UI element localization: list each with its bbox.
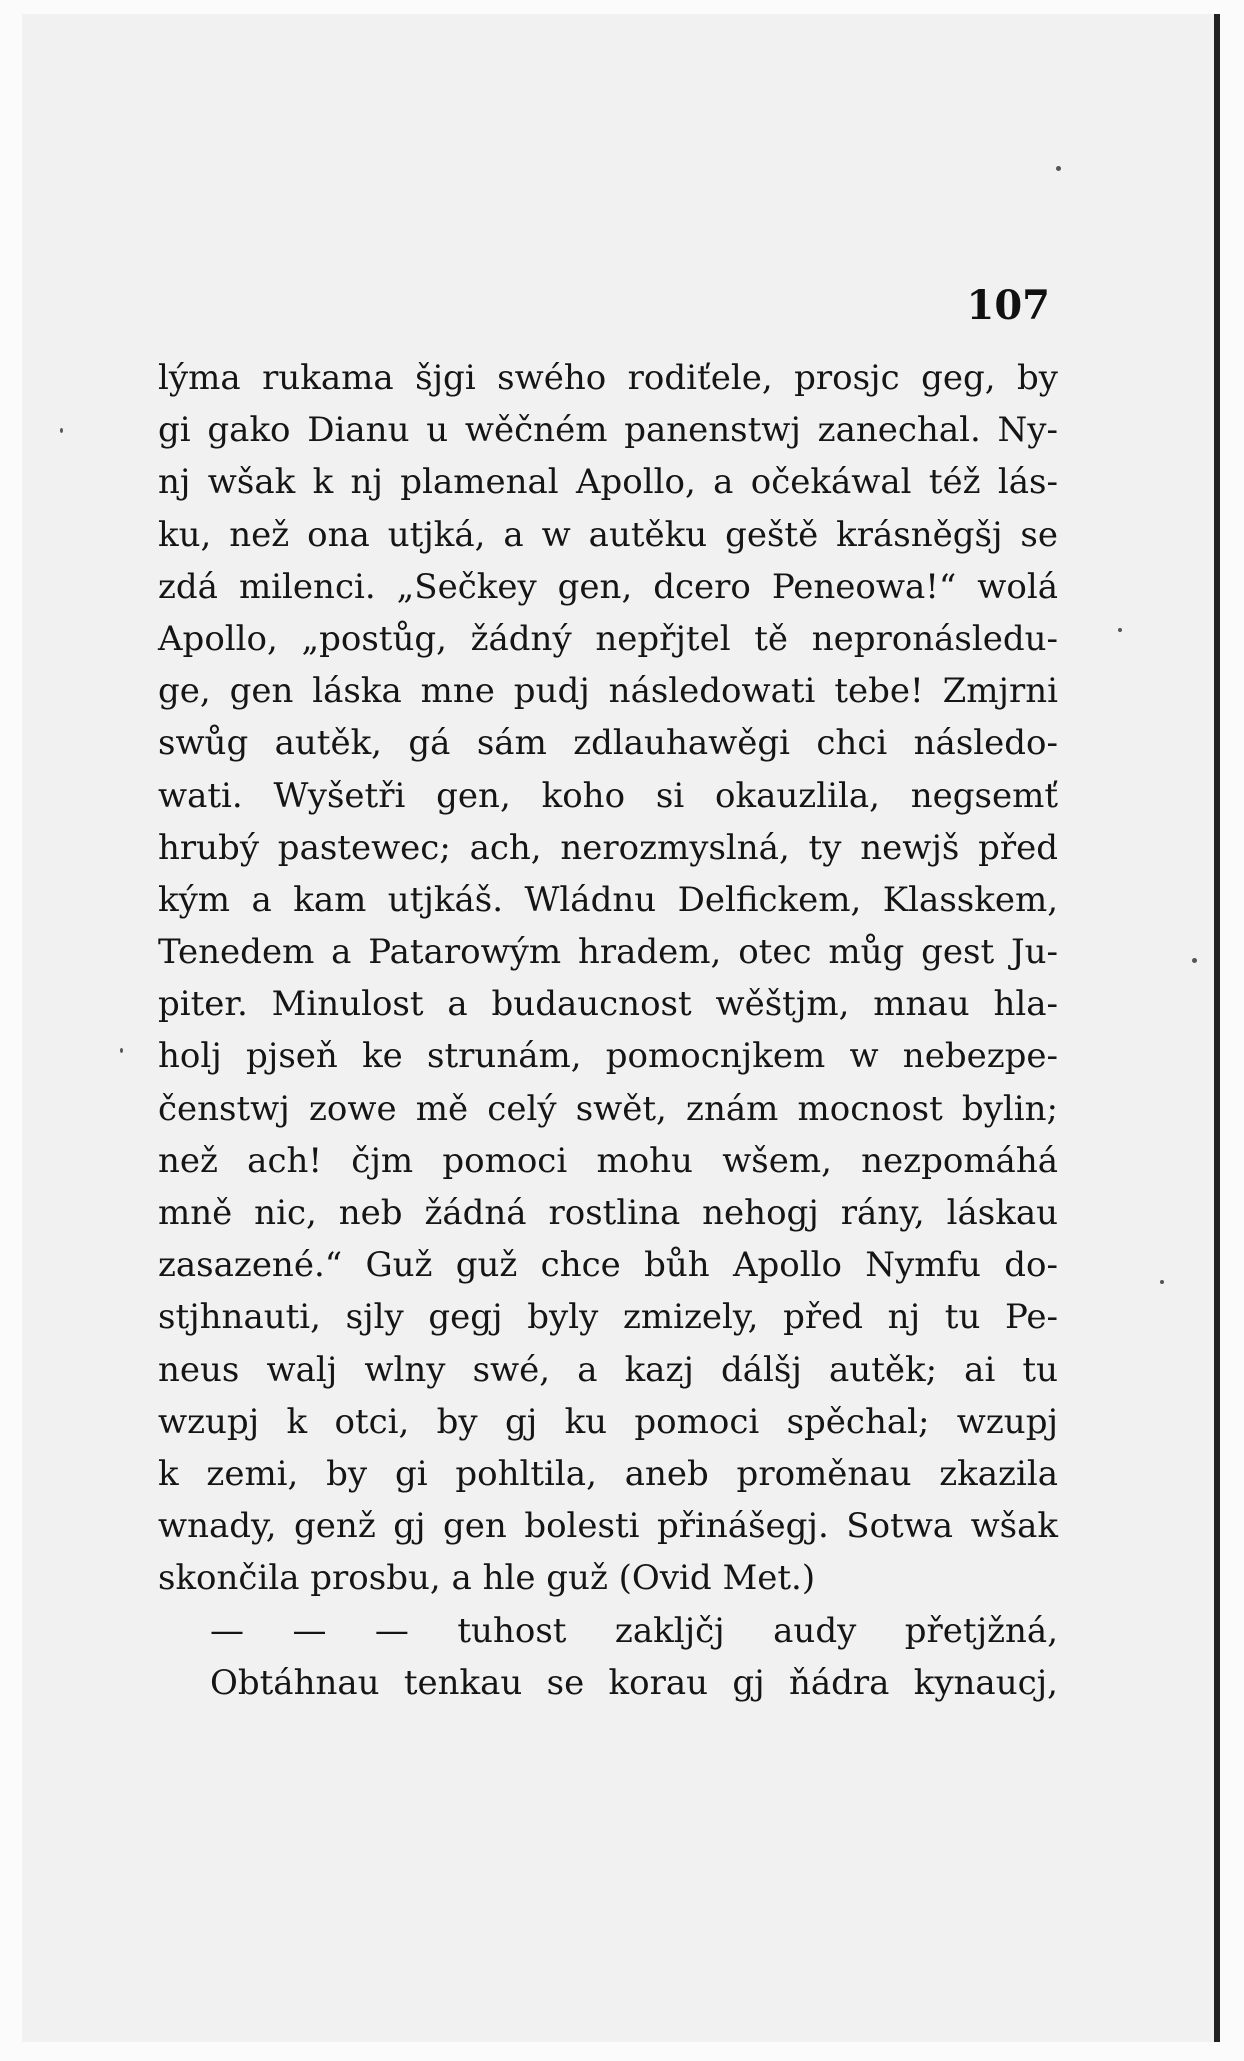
text-line: lýma rukama šjgi swého rodiťele, prosjc geg, by [158,358,1058,398]
text-line: než ach! čjm pomoci mohu wšem, nezpomáhá [158,1140,1058,1181]
text-line: skončila prosbu, a hle guž (Ovid Met.) [158,1558,816,1599]
text-line: hrubý pastewec; ach, nerozmyslná, ty newjš před [158,827,1058,868]
body-text [158,352,1058,1709]
page-number: 107 [966,282,1050,329]
dust-speck [60,428,63,433]
text-line: wzupj k otci, by gj ku pomoci spěchal; wzupj [158,1401,1058,1442]
text-line: ge, gen láska mne pudj následowati tebe! Zmjrni [158,671,1058,712]
text-line: nj wšak k nj plamenal Apollo, a očekáwal též lás- [158,462,1058,503]
text-line: zdá milenci. „Sečkey gen, dcero Peneowa!“ wolá [158,566,1058,607]
text-line: stjhnauti, sjly gegj byly zmizely, před nj tu Pe- [158,1297,1058,1338]
text-line: piter. Minulost a budaucnost wěštjm, mnau hla- [158,984,1058,1025]
text-line: swůg autěk, gá sám zdlauhawěgi chci následo- [158,723,1058,764]
dust-speck [1056,166,1061,171]
dust-speck [1160,1280,1164,1284]
text-line: Tenedem a Patarowým hradem, otec můg gest Ju- [158,932,1058,973]
text-line: Apollo, „postůg, žádný nepřjtel tě nepronásledu- [158,618,1058,659]
text-line: ku, než ona utjká, a w autěku geště krásněgšj se [158,514,1058,555]
text-line: gi gako Dianu u wěčném panenstwj zanechal. Ny- [158,410,1058,451]
text-line: neus walj wlny swé, a kazj dálšj autěk; ai tu [158,1349,1058,1390]
verse-line: Obtáhnau tenkau se korau gj ňádra kynaucj, [210,1662,1058,1703]
text-line: zasazené.“ Guž guž chce bůh Apollo Nymfu do- [158,1245,1058,1286]
text-line: wnady, genž gj gen bolesti přinášegj. Sotwa wšak [158,1506,1058,1547]
dust-speck [120,1048,123,1053]
text-line: wati. Wyšetři gen, koho si okauzlila, negsemť [158,775,1058,816]
dust-speck [1192,958,1197,963]
text-line: k zemi, by gi pohltila, aneb proměnau zkazila [158,1453,1058,1494]
text-line: čenstwj zowe mě celý swět, znám mocnost bylin; [158,1088,1058,1129]
text-line: holj pjseň ke strunám, pomocnjkem w nebezpe- [158,1036,1058,1077]
text-line: kým a kam utjkáš. Wládnu Delfickem, Klasskem, [158,879,1058,920]
verse-line: — — — tuhost zakljčj audy přetjžná, [210,1610,1058,1651]
text-line: mně nic, neb žádná rostlina nehogj rány, láskau [158,1193,1058,1233]
dust-speck [1118,628,1122,632]
